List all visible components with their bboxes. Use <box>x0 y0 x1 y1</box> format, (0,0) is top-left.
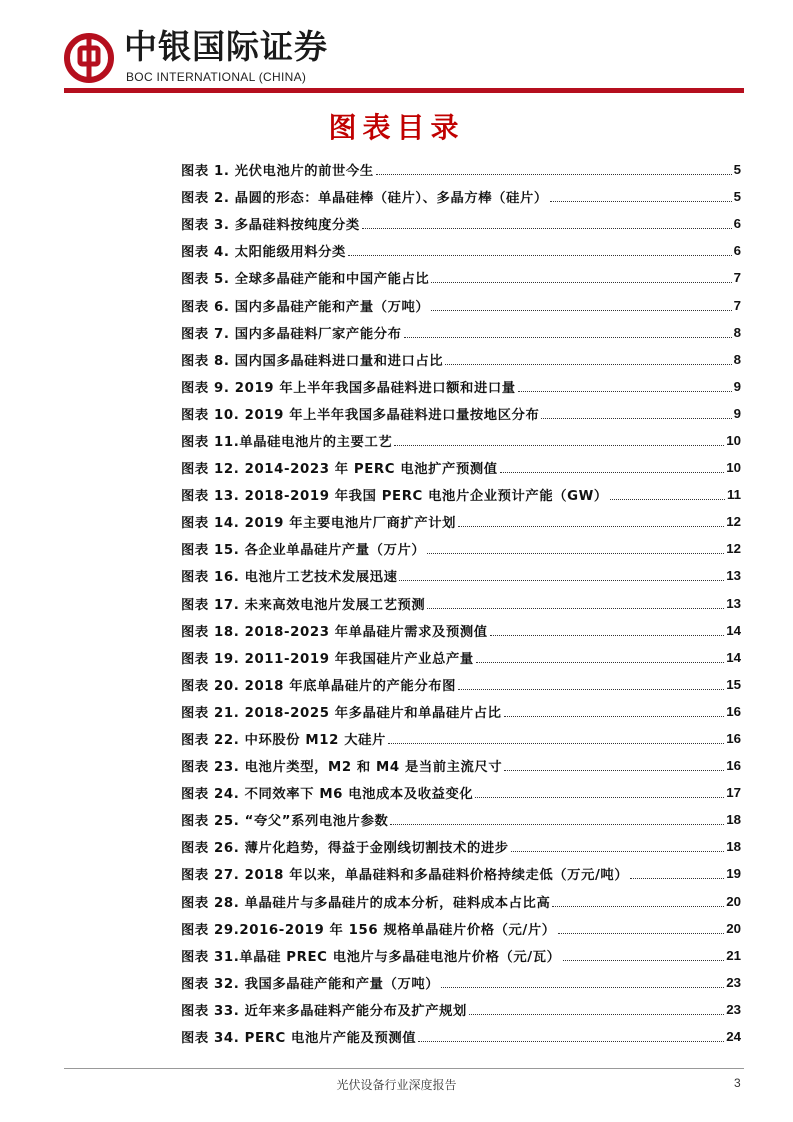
footer-report-title: 光伏设备行业深度报告 <box>336 1078 457 1092</box>
table-of-figures <box>181 156 741 1050</box>
toc-entry-label[interactable]: 图表 32. 我国多晶硅产能和产量（万吨） <box>181 976 440 992</box>
toc-dot-leader <box>431 282 731 283</box>
toc-entry-page[interactable]: 23 <box>726 974 741 990</box>
toc-entry-label[interactable]: 图表 34. PERC 电池片产能及预测值 <box>181 1031 417 1047</box>
toc-dot-leader <box>610 499 725 500</box>
toc-entry[interactable] <box>181 969 741 996</box>
toc-dot-leader <box>550 201 732 202</box>
toc-entry-page[interactable]: 18 <box>726 812 741 828</box>
toc-entry[interactable] <box>181 860 741 887</box>
toc-entry-page[interactable]: 23 <box>726 1001 741 1017</box>
toc-dot-leader <box>404 337 732 338</box>
toc-entry-page[interactable]: 15 <box>726 676 741 692</box>
toc-entry-label[interactable]: 图表 24. 不同效率下 M6 电池成本及收益变化 <box>181 787 474 803</box>
toc-entry[interactable] <box>181 562 741 589</box>
toc-entry-page[interactable]: 6 <box>733 216 741 232</box>
toc-dot-leader <box>475 797 724 798</box>
toc-entry[interactable] <box>181 698 741 725</box>
toc-entry[interactable] <box>181 291 741 318</box>
toc-dot-leader <box>376 174 732 175</box>
toc-entry[interactable] <box>181 346 741 373</box>
toc-entry-label[interactable]: 图表 11.单晶硅电池片的主要工艺 <box>181 434 393 450</box>
toc-entry-page[interactable]: 9 <box>733 378 741 394</box>
toc-entry-page[interactable]: 11 <box>726 487 741 503</box>
toc-entry-label[interactable]: 图表 4. 太阳能级用料分类 <box>181 245 346 261</box>
brand-name-chinese: 中银国际证券 <box>124 27 328 66</box>
toc-entry-label[interactable]: 图表 2. 晶圆的形态：单晶硅棒（硅片）、多晶方棒（硅片） <box>181 191 548 207</box>
footer-divider <box>64 1068 744 1069</box>
toc-entry-page[interactable]: 17 <box>726 785 741 801</box>
toc-entry[interactable] <box>181 427 741 454</box>
toc-entry-page[interactable]: 24 <box>726 1029 741 1045</box>
toc-dot-leader <box>388 743 724 744</box>
toc-entry-label[interactable]: 图表 29.2016-2019 年 156 规格单晶硅片价格（元/片） <box>181 922 556 938</box>
toc-dot-leader <box>418 1041 724 1042</box>
toc-entry-label[interactable]: 图表 15. 各企业单晶硅片产量（万片） <box>181 543 426 559</box>
toc-entry-label[interactable]: 图表 21. 2018-2025 年多晶硅片和单晶硅片占比 <box>181 705 502 721</box>
toc-dot-leader <box>541 418 731 419</box>
page-title: 图表目录 <box>328 111 465 144</box>
toc-entry-page[interactable]: 16 <box>726 703 741 719</box>
page-header <box>0 0 793 95</box>
toc-entry[interactable] <box>181 481 741 508</box>
toc-entry-page[interactable]: 16 <box>726 731 741 747</box>
toc-entry[interactable] <box>181 725 741 752</box>
toc-entry[interactable] <box>181 535 741 562</box>
brand-name-english: BOC INTERNATIONAL (CHINA) <box>126 70 307 84</box>
toc-dot-leader <box>552 906 724 907</box>
toc-entry-page[interactable]: 5 <box>733 189 741 205</box>
toc-dot-leader <box>458 689 724 690</box>
toc-entry[interactable] <box>181 508 741 535</box>
toc-entry-page[interactable]: 9 <box>733 405 741 421</box>
toc-entry-page[interactable]: 21 <box>726 947 741 963</box>
toc-entry-page[interactable]: 7 <box>733 270 741 286</box>
toc-entry-label[interactable]: 图表 13. 2018-2019 年我国 PERC 电池片企业预计产能（GW） <box>181 489 608 505</box>
toc-entry[interactable] <box>181 400 741 427</box>
toc-entry-page[interactable]: 20 <box>726 893 741 909</box>
toc-dot-leader <box>427 608 724 609</box>
toc-entry[interactable] <box>181 806 741 833</box>
toc-entry[interactable] <box>181 779 741 806</box>
toc-entry-page[interactable]: 12 <box>726 541 741 557</box>
toc-dot-leader <box>518 391 732 392</box>
toc-entry-label[interactable]: 图表 9. 2019 年上半年我国多晶硅料进口额和进口量 <box>181 380 516 396</box>
toc-dot-leader <box>394 445 724 446</box>
toc-entry-label[interactable]: 图表 8. 国内国多晶硅料进口量和进口占比 <box>181 353 444 369</box>
toc-entry-page[interactable]: 13 <box>726 568 741 584</box>
toc-entry[interactable] <box>181 888 741 915</box>
toc-entry-label[interactable]: 图表 33. 近年来多晶硅料产能分布及扩产规划 <box>181 1003 467 1019</box>
toc-dot-leader <box>427 553 724 554</box>
toc-entry-label[interactable]: 图表 22. 中环股份 M12 大硅片 <box>181 733 386 749</box>
toc-entry-page[interactable]: 12 <box>726 514 741 530</box>
toc-dot-leader <box>563 960 725 961</box>
toc-dot-leader <box>390 824 724 825</box>
toc-entry-label[interactable]: 图表 5. 全球多晶硅产能和中国产能占比 <box>181 272 430 288</box>
toc-entry-page[interactable]: 8 <box>733 351 741 367</box>
toc-dot-leader <box>441 987 724 988</box>
toc-entry-label[interactable]: 图表 23. 电池片类型，M2 和 M4 是当前主流尺寸 <box>181 760 503 776</box>
toc-entry[interactable] <box>181 833 741 860</box>
toc-entry-page[interactable]: 19 <box>726 866 741 882</box>
toc-entry[interactable] <box>181 373 741 400</box>
toc-entry-label[interactable]: 图表 16. 电池片工艺技术发展迅速 <box>181 570 398 586</box>
toc-entry-page[interactable]: 20 <box>726 920 741 936</box>
toc-dot-leader <box>362 228 732 229</box>
toc-entry[interactable] <box>181 156 741 183</box>
toc-entry-page[interactable]: 10 <box>726 432 741 448</box>
toc-dot-leader <box>504 770 724 771</box>
toc-dot-leader <box>399 580 724 581</box>
toc-entry-page[interactable]: 14 <box>726 622 741 638</box>
toc-dot-leader <box>630 878 724 879</box>
toc-dot-leader <box>469 1014 724 1015</box>
toc-entry[interactable] <box>181 210 741 237</box>
toc-entry[interactable] <box>181 454 741 481</box>
toc-entry-page[interactable]: 14 <box>726 649 741 665</box>
toc-dot-leader <box>511 851 725 852</box>
toc-entry-page[interactable]: 7 <box>733 297 741 313</box>
toc-entry-page[interactable]: 10 <box>726 460 741 476</box>
footer-page-number: 3 <box>734 1076 741 1090</box>
toc-entry-label[interactable]: 图表 7. 国内多晶硅料厂家产能分布 <box>181 326 402 342</box>
toc-entry[interactable] <box>181 1023 741 1050</box>
toc-entry-label[interactable]: 图表 19. 2011-2019 年我国硅片产业总产量 <box>181 651 474 667</box>
toc-dot-leader <box>490 635 725 636</box>
toc-entry-page[interactable]: 6 <box>733 243 741 259</box>
toc-dot-leader <box>500 472 725 473</box>
toc-entry-page[interactable]: 13 <box>726 595 741 611</box>
toc-entry[interactable] <box>181 996 741 1023</box>
boc-logo-icon <box>64 33 114 83</box>
toc-entry-label[interactable]: 图表 17. 未来高效电池片发展工艺预测 <box>181 597 426 613</box>
toc-entry[interactable] <box>181 319 741 346</box>
toc-entry-label[interactable]: 图表 3. 多晶硅料按纯度分类 <box>181 218 360 234</box>
toc-entry-label[interactable]: 图表 1. 光伏电池片的前世今生 <box>181 164 374 180</box>
header-divider <box>64 88 744 93</box>
toc-entry[interactable] <box>181 644 741 671</box>
toc-entry[interactable] <box>181 752 741 779</box>
toc-entry-label[interactable]: 图表 12. 2014-2023 年 PERC 电池扩产预测值 <box>181 462 498 478</box>
toc-entry[interactable] <box>181 264 741 291</box>
toc-dot-leader <box>504 716 725 717</box>
toc-dot-leader <box>458 526 724 527</box>
toc-dot-leader <box>431 310 731 311</box>
toc-entry-page[interactable]: 5 <box>733 162 741 178</box>
toc-dot-leader <box>348 255 732 256</box>
toc-dot-leader <box>558 933 725 934</box>
toc-entry-label[interactable]: 图表 25. “夸父”系列电池片参数 <box>181 814 389 830</box>
toc-entry-page[interactable]: 18 <box>726 839 741 855</box>
toc-entry-label[interactable]: 图表 18. 2018-2023 年单晶硅片需求及预测值 <box>181 624 488 640</box>
toc-entry[interactable] <box>181 183 741 210</box>
toc-entry-label[interactable]: 图表 28. 单晶硅片与多晶硅片的成本分析，硅料成本占比高 <box>181 895 551 911</box>
toc-entry-page[interactable]: 8 <box>733 324 741 340</box>
toc-entry-page[interactable]: 16 <box>726 758 741 774</box>
toc-dot-leader <box>445 364 731 365</box>
toc-entry-label[interactable]: 图表 20. 2018 年底单晶硅片的产能分布图 <box>181 678 457 694</box>
toc-entry[interactable] <box>181 942 741 969</box>
toc-entry-label[interactable]: 图表 27. 2018 年以来，单晶硅料和多晶硅料价格持续走低（万元/吨） <box>181 868 629 884</box>
toc-dot-leader <box>476 662 724 663</box>
toc-entry-label[interactable]: 图表 10. 2019 年上半年我国多晶硅料进口量按地区分布 <box>181 407 540 423</box>
toc-entry-label[interactable]: 图表 26. 薄片化趋势，得益于金刚线切割技术的进步 <box>181 841 509 857</box>
toc-entry[interactable] <box>181 671 741 698</box>
toc-entry-label[interactable]: 图表 6. 国内多晶硅产能和产量（万吨） <box>181 299 430 315</box>
toc-entry[interactable] <box>181 590 741 617</box>
toc-entry-label[interactable]: 图表 31.单晶硅 PREC 电池片与多晶硅电池片价格（元/瓦） <box>181 949 561 965</box>
toc-entry[interactable] <box>181 915 741 942</box>
toc-entry[interactable] <box>181 617 741 644</box>
toc-entry[interactable] <box>181 237 741 264</box>
toc-entry-label[interactable]: 图表 14. 2019 年主要电池片厂商扩产计划 <box>181 516 457 532</box>
